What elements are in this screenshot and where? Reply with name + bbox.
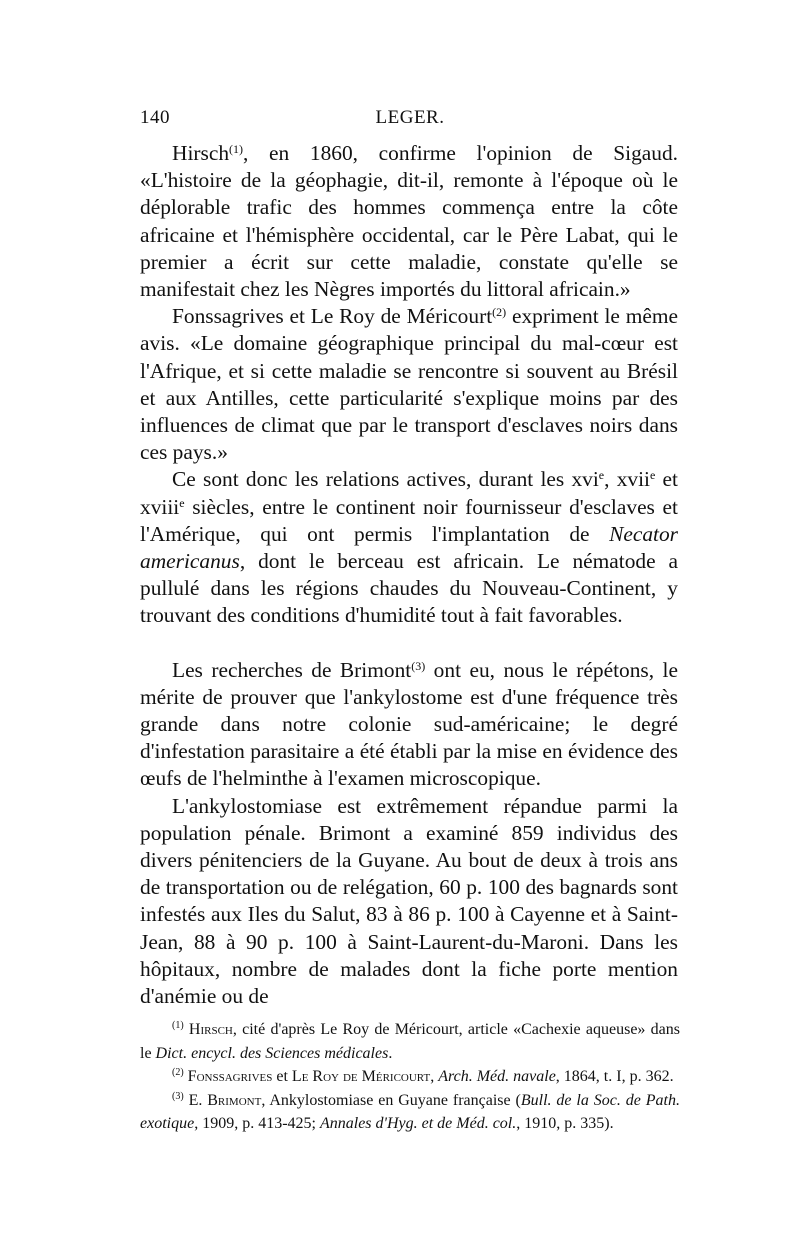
paragraph-5: L'ankylostomiase est extrêmement répandue parmi la population pénale. Brimont a examiné 859 individus des divers pénitenciers de la Guyane. Au bout de deux à trois ans de transportation ou de relégation, 60 p. 100 des bagnards sont infestés aux Iles du Salut, 83 à 86 p. 100 à Cayenne et à Saint-Jean, 88 à 90 p. 100 à Saint-Laurent-du-Maroni. Dans les hôpitaux, nombre de malades dont la fiche porte mention d'anémie ou de [140,793,678,1009]
running-title: LEGER. [375,107,445,128]
footnote-ref-3: (3) [411,658,426,673]
footnote-2: $^{(2)}$ Fonssagrives et Le Roy de Méricourt, Arch. Méd. navale, 1864, t. I, p. 362. [172,1067,674,1086]
paragraph-2: Fonssagrives et Le Roy de Méricourt$^{(2)}$ expriment le même avis. «Le domaine géographique principal du mal-cœur est l'Afrique, et si cette maladie se rencontre si souvent au Brésil et aux Antilles, cette particularité s'explique moins par des influences de climat que par le transport d'esclaves noirs dans ces pays.» [140,304,678,465]
footnotes [140,1018,680,1136]
main-text [140,140,678,1010]
footnote-3: $^{(3)}$ E. Brimont, Ankylostomiase en Guyane française (Bull. de la Soc. de Path. exotique, 1909, p. 413-425; Annales d'Hyg. et de Méd. col., 1910, p. 335). [140,1090,680,1133]
paragraph-3: Ce sont donc les relations actives, durant les xvi$^e$, xvii$^e$ et xviii$^e$ siècles, entre le continent noir fournisseur d'esclaves et l'Amérique, qui ont permis l'implantation de Necator americanus, dont le berceau est africain. Le nématode a pullulé dans les régions chaudes du Nouveau-Continent, y trouvant des conditions d'humidité tout à fait favorables. [140,467,678,628]
page-number: 140 [140,107,170,128]
paragraph-4: Les recherches de Brimont$^{(3)}$ ont eu, nous le répétons, le mérite de prouver que l'ankylostome est d'une fréquence très grande dans notre colonie sud-américaine; le degré d'infestation parasitaire a été établi par la mise en évidence des œufs de l'helminthe à l'examen microscopique. [140,657,678,791]
footnote-ref-2: (2) [492,305,507,320]
species-name: Necator americanus [140,521,678,574]
paragraph-1: Hirsch$^{(1)}$, en 1860, confirme l'opinion de Sigaud. «L'histoire de la géophagie, dit-il, remonte à l'époque où le déplorable trafic des hommes commença entre la côte africaine et l'hémisphère occidental, car le Père Labat, qui le premier a écrit sur cette maladie, constate qu'elle se manifestait chez les Nègres importés du littoral africain.» [140,141,678,302]
footnote-ref-1: (1) [229,142,244,156]
footnote-1: $^{(1)}$ Hirsch, cité d'après Le Roy de Méricourt, article «Cachexie aqueuse» dans le Dict. encycl. des Sciences médicales. [140,1020,681,1062]
